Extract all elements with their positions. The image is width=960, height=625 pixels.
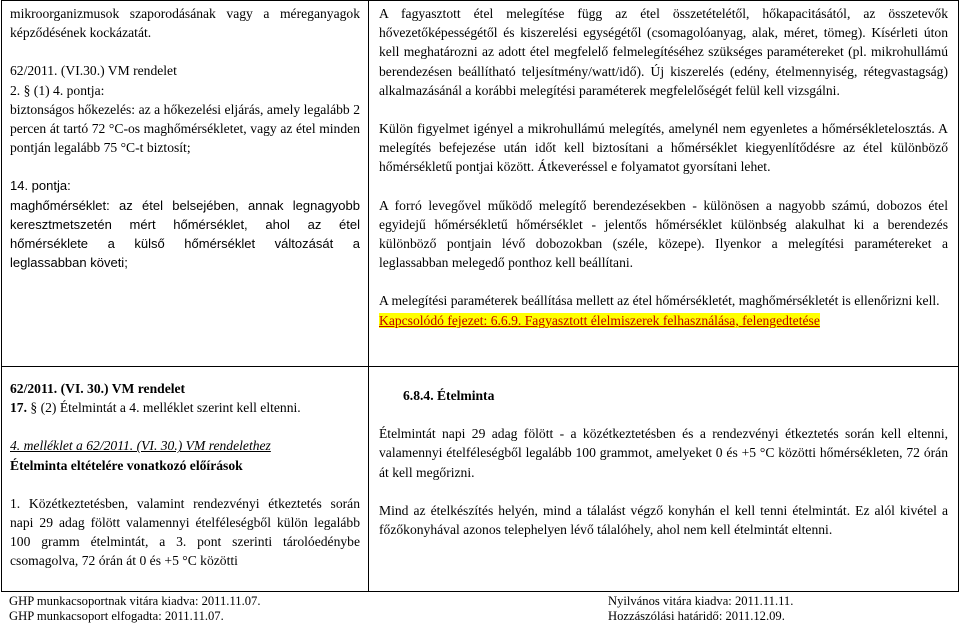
regulation-reference: 62/2011. (VI.30.) VM rendelet — [10, 63, 177, 79]
footer-left-line-2: GHP munkacsoport elfogadta: 2011.11.07. — [9, 609, 224, 623]
regulation-reference-bottom: 62/2011. (VI. 30.) VM rendelet — [10, 381, 186, 396]
legal-text-cell-top — [1, 0, 369, 367]
guide-paragraph-frozen-food: A fagyasztott étel melegítése függ az étel összetételétől, hőkapacitásától, az összetevők hővezetőképességétől és kiszerelési egységétől (csomagolóanyag, alak, méret, tömeg). Kísérleti úton kell meghatározni az adott étel megfelelő felmelegítéséhez szükséges paramétereket (pl. mikrohullámú berendezésen beállítható teljesítmény/watt/idő). Új kiszerelés (edény, ételmennyiség, rétegvastagság) alkalmazásánál a korábbi melegítési paraméterek megfelelőségét felül kell vizsgálni. — [379, 6, 948, 98]
regulation-point: 2. § (1) 4. pontja: — [10, 82, 105, 98]
point-17-number: 17. — [10, 400, 27, 416]
sample-paragraph-2: Mind az ételkészítés helyén, mind a tálalást végző konyhán el kell tenni ételmintát. Ez alól kivétel a főzőkonyhával azonos telephelyen lévő tálalóhely, ahol nem kell ételmintát eltenni. — [379, 502, 948, 538]
guide-paragraph-microwave: Külön figyelmet igényel a mikrohullámú melegítés, amelynél nem egyenletes a hőmérsékletelosztás. A melegítés befejezése után időt kell biztosítani a hőmérséklet kiegyenlítődésre az étel különböző hőmérsékletű pontjai között. Átkeveréssel e folyamatot gyorsítani lehet. — [379, 121, 948, 175]
legal-paragraph-core-temperature: maghőmérséklet: az étel belsejében, annak legnagyobb keresztmetszetén mért hőmérséklet, ahol az étel hőmérséklete a külső hőmérséklet változását a leglassabban követi; — [10, 197, 360, 271]
point-14-label: 14. pontja: — [10, 178, 71, 194]
guide-paragraph-check: A melegítési paraméterek beállítása mellett az étel hőmérsékletét, maghőmérsékletét is ellenőrizni kell. — [379, 293, 940, 309]
legal-paragraph-risk: mikroorganizmusok szaporodásának vagy a méreganyagok képződésének kockázatát. — [10, 6, 360, 41]
sample-paragraph-1: Ételmintát napi 29 adag fölött - a közétkeztetésben és a rendezvényi étkeztetés során kell eltenni, valamennyi ételféleségből legalább 100 grammot, amelyeket 0 és +5 °C közötti hőmérsékleten, 72 órán át kell megőrizni. — [379, 426, 948, 480]
guide-text-cell-top — [368, 0, 959, 367]
section-title: 6.8.4. Ételminta — [403, 388, 495, 403]
footer-left — [9, 594, 260, 624]
annex-paragraph-1: 1. Közétkeztetésben, valamint rendezvényi étkeztetés során napi 29 adag fölött valamennyi ételféleségből külön legalább 100 gramm ételmintát, a 3. pont szerinti tárolóedénybe csomagolva, 72 órán át 0 és +5 °C közötti — [10, 495, 360, 569]
related-chapter-link[interactable]: Kapcsolódó fejezet: 6.6.9. Fagyasztott élelmiszerek felhasználása, felengedtetése — [379, 312, 820, 328]
legal-paragraph-heat-treatment: biztonságos hőkezelés: az a hőkezelési eljárás, amely legalább 2 percen át tartó 72 °C-os maghőmérsékletet, vagy az étel minden pontján legalább 75 °C-t biztosít; — [10, 101, 360, 156]
point-17-text: § (2) Ételmintát a 4. melléklet szerint kell eltenni. — [30, 400, 301, 416]
footer-right-line-2: Hozzászólási határidő: 2011.12.09. — [608, 609, 785, 623]
guide-paragraph-hot-air: A forró levegővel működő melegítő berendezésekben - különösen a nagyobb számú, dobozos étel egyidejű hőmérsékletű hőmérséklet - jelentős hőmérséklet különbség alakulhat ki a berendezés különböző pontjain lévő dobozokban (széle, közepe). Ilyenkor a melegítési paramétereket a leglassabban melegedő ponthoz kell beállítani. — [379, 197, 948, 271]
footer-right-line-1: Nyilvános vitára kiadva: 2011.11.11. — [608, 594, 794, 608]
annex-subtitle: Ételminta eltételére vonatkozó előírások — [10, 457, 243, 473]
guide-text-cell-bottom — [368, 366, 959, 592]
annex-title: 4. melléklet a 62/2011. (VI. 30.) VM rendelethez — [10, 438, 271, 454]
footer-left-line-1: GHP munkacsoportnak vitára kiadva: 2011.11.07. — [9, 594, 261, 608]
legal-text-cell-bottom — [1, 366, 369, 592]
footer-right — [608, 594, 793, 624]
